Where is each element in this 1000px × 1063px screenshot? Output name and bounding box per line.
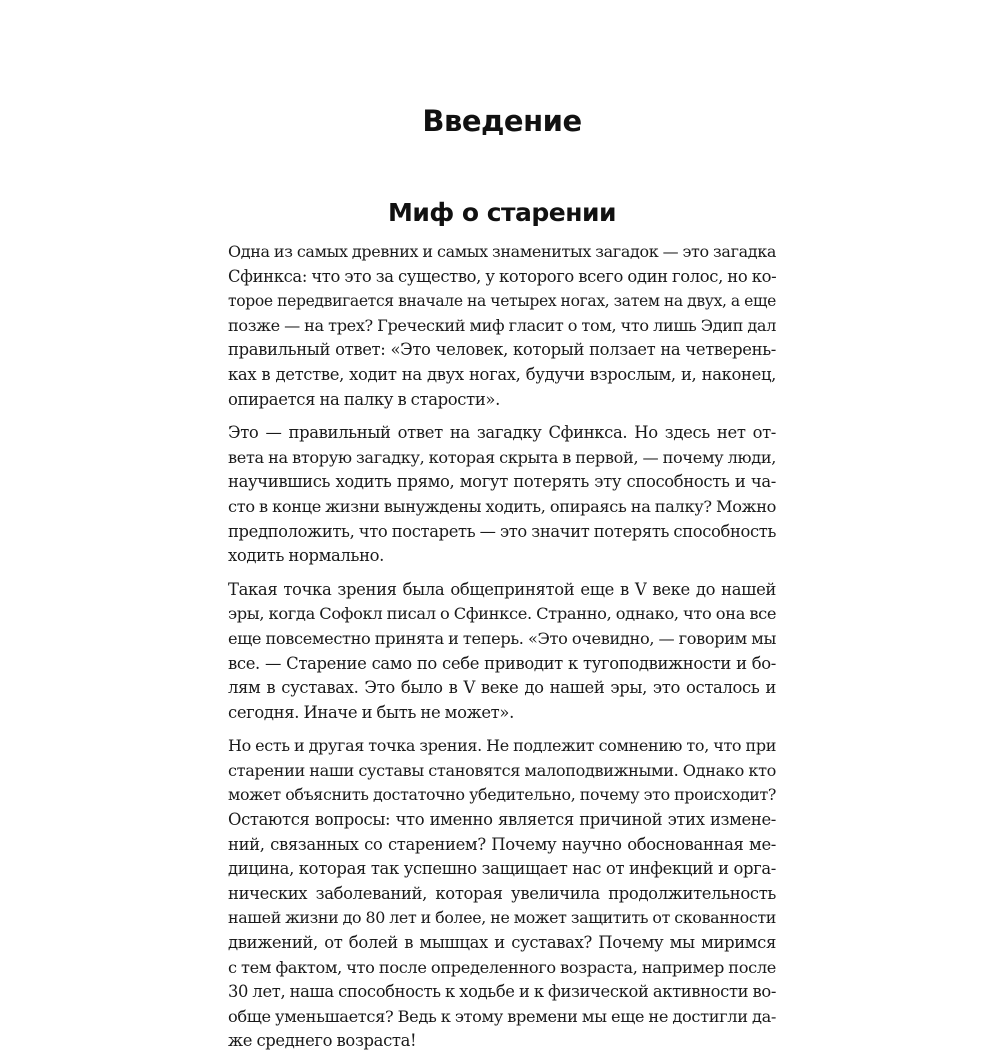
text-line: еще повсеместно принята и теперь. «Это очевидно, — говорим мы	[228, 628, 776, 648]
text-line: обще уменьшается? Ведь к этому времени мы еще не достигли да-	[228, 1006, 776, 1026]
text-line: дицина, которая так успешно защищает нас от инфекций и орга-	[228, 859, 776, 879]
text-line: движений, от болей в мышцах и суставах? Почему мы миримся	[228, 933, 776, 953]
text-line: Остаются вопросы: что именно является причиной этих измене-	[228, 810, 776, 830]
paragraph	[228, 578, 776, 726]
text-line: нашей жизни до 80 лет и более, не может защитить от скованности	[228, 908, 776, 928]
text-line: научившись ходить прямо, могут потерять эту способность и ча-	[228, 472, 776, 492]
text-line: ках в детстве, ходит на двух ногах, будучи взрослым, и, наконец,	[228, 364, 776, 384]
text-line: ний, связанных со старением? Почему научно обоснованная ме-	[228, 834, 776, 854]
text-line: все. — Старение само по себе приводит к тугоподвижности и бо-	[228, 653, 776, 673]
text-line: сто в конце жизни вынуждены ходить, опираясь на палку? Можно	[228, 496, 777, 516]
text-line: ходить нормально.	[228, 546, 385, 566]
text-line: Но есть и другая точка зрения. Не подлежит сомнению то, что при	[228, 736, 776, 756]
text-line: старении наши суставы становятся малоподвижными. Однако кто	[228, 760, 776, 780]
text-line: сегодня. Иначе и быть не может».	[228, 702, 514, 722]
body-text	[228, 240, 776, 1063]
paragraph	[228, 240, 776, 412]
text-line: Это — правильный ответ на загадку Сфинкса. Но здесь нет от-	[228, 423, 776, 443]
text-line: эры, когда Софокл писал о Сфинксе. Странно, однако, что она все	[228, 604, 777, 624]
paragraph	[228, 421, 776, 569]
text-line: 30 лет, наша способность к ходьбе и к физической активности во-	[228, 982, 776, 1002]
text-line: вета на вторую загадку, которая скрыта в первой, — почему люди,	[228, 447, 777, 467]
text-line: предположить, что постареть — это значит потерять способность	[228, 521, 776, 541]
text-line: опирается на палку в старости».	[228, 389, 500, 409]
text-line: же среднего возраста!	[228, 1031, 417, 1051]
text-line: Такая точка зрения была общепринятой еще в V веке до нашей	[228, 579, 776, 599]
chapter-title: Введение	[422, 104, 582, 138]
text-line: нических заболеваний, которая увеличила продолжительность	[228, 883, 776, 903]
section-title: Миф о старении	[387, 198, 617, 227]
text-line: позже — на трех? Греческий миф гласит о том, что лишь Эдип дал	[228, 315, 776, 335]
text-line: лям в суставах. Это было в V веке до нашей эры, это осталось и	[228, 678, 776, 698]
text-line: торое передвигается вначале на четырех ногах, затем на двух, а еще	[228, 292, 776, 311]
text-line: Одна из самых древних и самых знаменитых загадок — это загадка	[228, 242, 776, 261]
text-line: с тем фактом, что после определенного возраста, например после	[228, 957, 776, 977]
text-line: правильный ответ: «Это человек, который ползает на четверень-	[228, 340, 776, 360]
paragraph	[228, 734, 776, 1054]
text-line: Сфинкса: что это за существо, у которого всего один голос, но ко-	[228, 266, 777, 286]
text-line: может объяснить достаточно убедительно, почему это происходит?	[228, 785, 776, 805]
